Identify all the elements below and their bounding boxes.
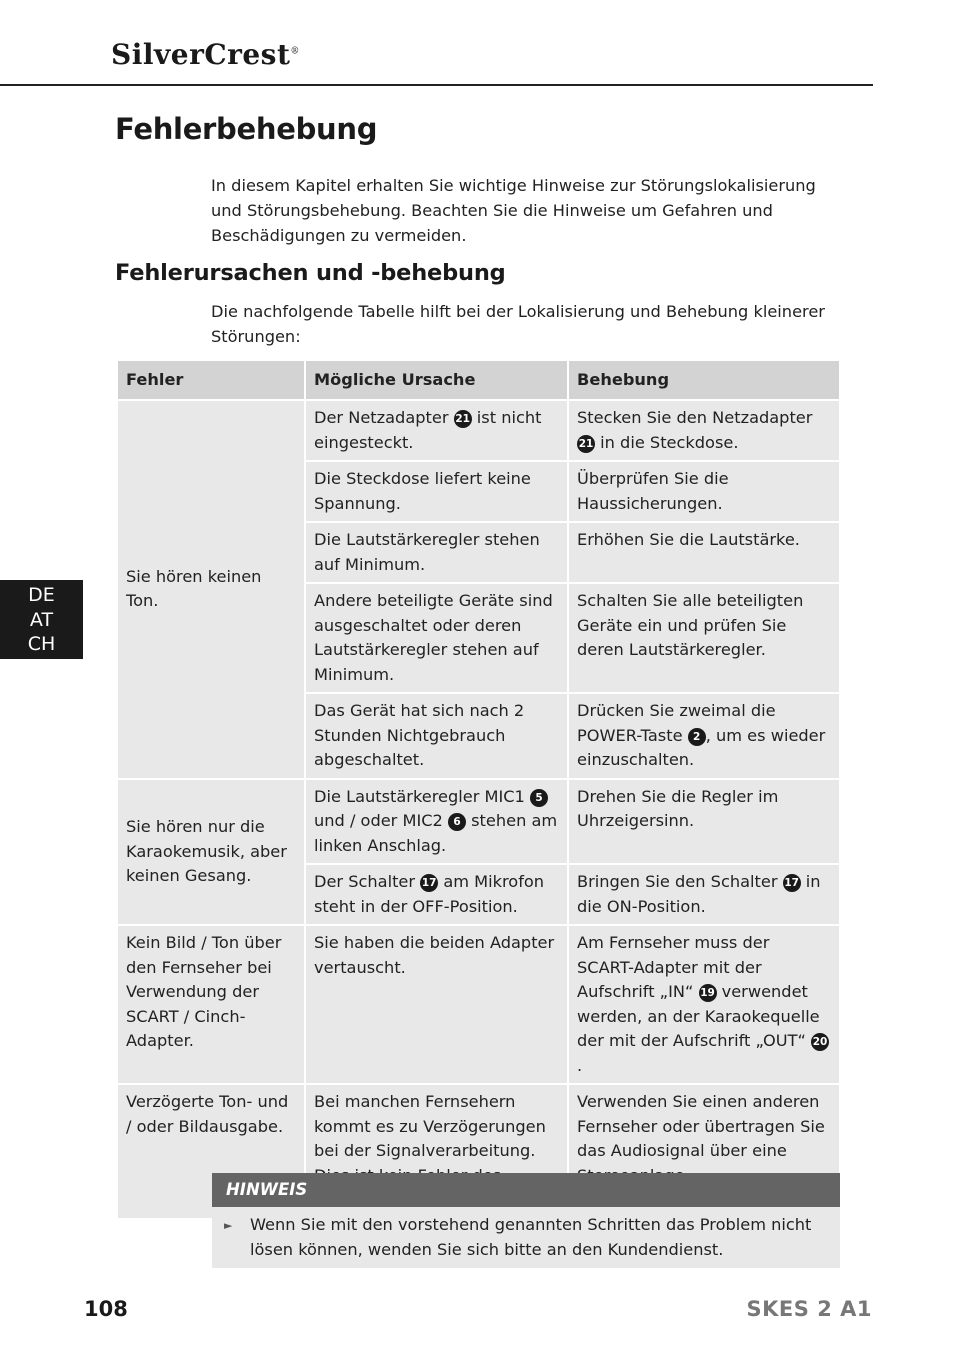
page-number: 108 (84, 1297, 128, 1321)
section-intro: Die nachfolgende Tabelle hilft bei der Lokalisierung und Behebung kleinerer Störungen: (211, 302, 825, 346)
cell-text: Die Lautstärkeregler stehen auf Minimum. (314, 530, 540, 574)
fix-cell (568, 461, 840, 522)
cell-text: Am Fernseher muss der SCART-Adapter mit der Aufschrift „IN“ (577, 933, 770, 1001)
lang-de: DE (28, 584, 55, 606)
table-row (117, 400, 840, 461)
cause-cell (305, 779, 568, 865)
table-header-row (117, 360, 840, 400)
cell-text: Das Gerät hat sich nach 2 Stunden Nichtgebrauch abgeschaltet. (314, 701, 525, 769)
component-number-icon: 17 (783, 874, 801, 892)
cause-cell (305, 400, 568, 461)
cell-text: . (577, 1055, 583, 1075)
component-number-icon: 6 (448, 813, 466, 831)
note-box (212, 1173, 840, 1268)
brand-logo: SilverCrest® (111, 38, 300, 71)
troubleshooting-table (116, 359, 841, 1220)
note-text: Wenn Sie mit den vorstehend genannten Schritten das Problem nicht lösen können, wenden Sie sich bitte an den Kundendienst. (250, 1215, 812, 1259)
header-fix: Behebung (568, 360, 840, 400)
model-name: SKES 2 A1 (746, 1297, 872, 1321)
cell-text: Die Steckdose liefert keine Spannung. (314, 469, 531, 513)
cell-text: und / oder MIC2 (314, 811, 448, 830)
section-title: Fehlerursachen und -behebung (115, 260, 506, 286)
cell-text: Überprüfen Sie die Haussicherungen. (577, 469, 729, 513)
cell-text: Bei manchen Fernsehern kommt es zu Verzögerungen bei der Signalverarbeitung. (314, 1092, 546, 1160)
cause-cell (305, 461, 568, 522)
arrow-bullet-icon: ► (224, 1219, 233, 1232)
cause-cell (305, 522, 568, 583)
cell-text: Schalten Sie alle beteiligten Geräte ein und prüfen Sie deren Lautstärkeregler. (577, 591, 804, 659)
lang-at: AT (29, 608, 54, 631)
cell-text: Bringen Sie den Schalter (577, 872, 783, 891)
fix-cell (568, 864, 840, 925)
language-tab (0, 580, 83, 659)
table-row (117, 779, 840, 865)
cell-text: am Mikrofon steht in der OFF-Position. (314, 872, 545, 916)
cell-text: Der Schalter (314, 872, 421, 891)
fault-cell: Kein Bild / Ton über den Fernseher bei Verwendung der SCART / Cinch-Adapter. (117, 925, 305, 1084)
cause-cell (305, 864, 568, 925)
fault-cell: Verzögerte Ton- und / oder Bildausgabe. (117, 1084, 305, 1219)
cell-text: stehen am linken Anschlag. (314, 811, 558, 855)
cell-text: Andere beteiligte Geräte sind ausgeschaltet oder deren Lautstärkeregler stehen auf Minimum. (314, 591, 553, 684)
cause-cell (305, 693, 568, 779)
note-title: HINWEIS (212, 1173, 840, 1207)
fix-cell (568, 925, 840, 1084)
component-number-icon: 21 (454, 410, 472, 428)
table-body (117, 400, 840, 1219)
lang-ch: CH (27, 633, 56, 655)
cause-cell (305, 925, 568, 1084)
cell-text: in die Steckdose. (595, 432, 739, 452)
table-row (117, 925, 840, 1084)
fix-cell (568, 779, 840, 865)
cell-text: , um es wieder einzuschalten. (577, 725, 826, 769)
fix-cell (568, 522, 840, 583)
fault-cell: Sie hören nur die Karaokemusik, aber keinen Gesang. (117, 779, 305, 926)
intro-paragraph: In diesem Kapitel erhalten Sie wichtige Hinweise zur Störungslokalisierung und Störungsbehebung. Beachten Sie die Hinweise um Gefahren und Beschädigungen zu vermeiden. (211, 176, 816, 245)
fix-cell (568, 583, 840, 693)
cell-text: Sie haben die beiden Adapter vertauscht. (314, 933, 555, 977)
cause-cell (305, 583, 568, 693)
header-rule (0, 84, 873, 86)
cell-text: Drehen Sie die Regler im Uhrzeigersinn. (577, 786, 779, 830)
component-number-icon: 5 (530, 789, 548, 807)
component-number-icon: 17 (420, 874, 438, 892)
component-number-icon: 20 (811, 1033, 829, 1051)
cell-text: Verwenden Sie einen anderen Fernseher oder übertragen Sie das Audiosignal über eine (577, 1092, 825, 1160)
component-number-icon: 21 (577, 435, 595, 453)
component-number-icon: 19 (699, 984, 717, 1002)
page-title: Fehlerbehebung (115, 112, 378, 146)
cell-text: Erhöhen Sie die Lautstärke. (577, 530, 800, 549)
header-fault: Fehler (117, 360, 305, 400)
cell-text: Drücken Sie zweimal die POWER-Taste (577, 701, 776, 745)
cell-text: Die Lautstärkeregler MIC1 (314, 786, 531, 806)
cell-text: verwendet werden, an der Karaokequelle der mit der Aufschrift „OUT“ (577, 982, 820, 1050)
note-body (212, 1207, 840, 1268)
fix-cell (568, 400, 840, 461)
cell-text: Der Netzadapter (314, 408, 454, 427)
cell-text: Stecken Sie den Netzadapter (577, 408, 813, 427)
fault-cell: Sie hören keinen Ton. (117, 400, 305, 779)
header-cause: Mögliche Ursache (305, 360, 568, 400)
cell-text: ist nicht eingesteckt. (314, 408, 542, 452)
component-number-icon: 2 (688, 728, 706, 746)
cell-text: in die ON-Position. (577, 872, 821, 916)
fix-cell (568, 693, 840, 779)
